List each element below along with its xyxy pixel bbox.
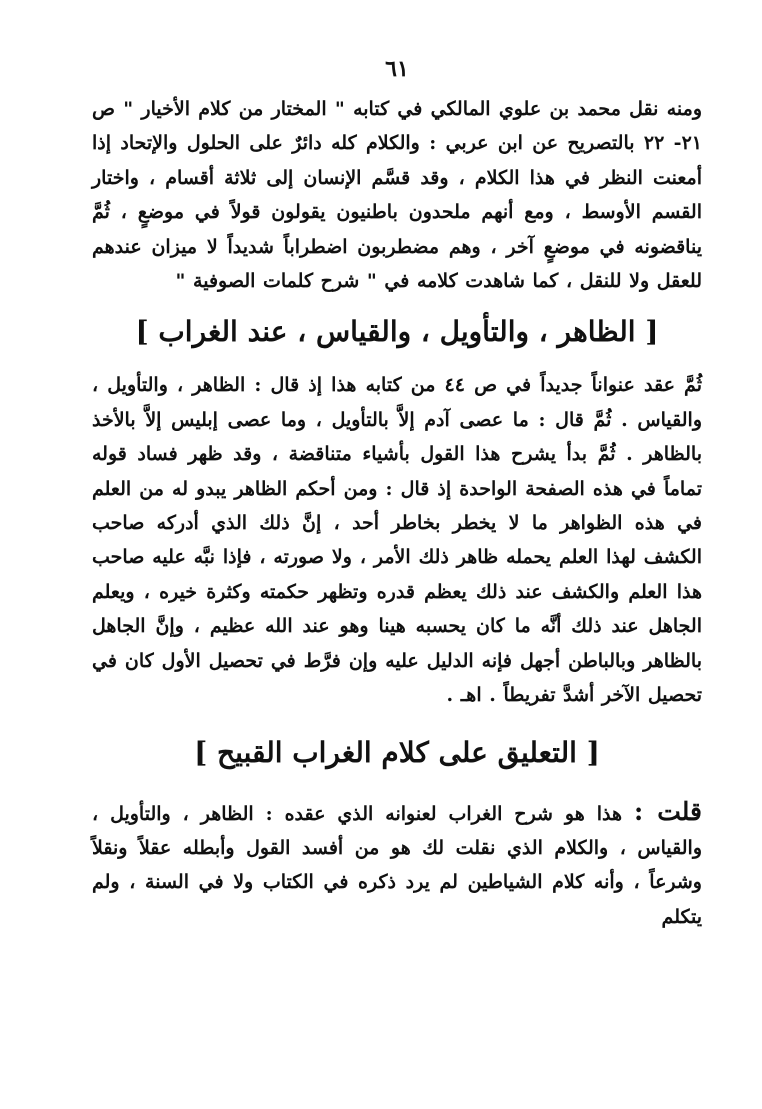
paragraph-1: ومنه نقل محمد بن علوي المالكي في كتابه " المختار من كلام الأخيار " ص ٢١- ٢٢ بالتصريح عن ابن عربي : والكلام كله دائرٌ على الحلول والإتحاد إذا أمعنت النظر في هذا الكلام ، وقد قسَّم الإنسان إلى ثلاثة أقسام ، واختار القسم الأوسط ، ومع أنهم ملحدون باطنيون يقولون قولاً في موضعٍ ، ثُمَّ يناقضونه في موضعٍ آخر ، وهم مضطربون اضطراباً شديداً لا ميزان عندهم للعقل ولا للنقل ، كما شاهدت كلامه في " شرح كلمات الصوفية " — [92, 98, 702, 293]
document-page — [92, 54, 702, 934]
paragraph-3-text: هذا هو شرح الغراب لعنوانه الذي عقده : الظاهر ، والتأويل ، والقياس ، والكلام الذي نقلت لك هو من أفسد القول وأبطله عقلاً ونقلاً وشرعاً ، وأنه كلام الشياطين لم يرد ذكره في الكتاب ولا في السنة ، ولم يتكلم — [92, 802, 702, 928]
page-number: ٦١ — [385, 56, 409, 82]
paragraph-2: ثُمَّ عقد عنواناً جديداً في ص ٤٤ من كتابه هذا إذ قال : الظاهر ، والتأويل ، والقياس . ثُمَّ قال : ما عصى آدم إلاَّ بالتأويل ، وما عصى إبليس إلاَّ بالأخذ بالظاهر . ثُمَّ بدأ يشرح هذا القول بأشياء متناقضة ، وقد ظهر فساد قوله تماماً في هذه الصفحة الواحدة إذ قال : ومن أحكم الظاهر يبدو له من العلم في هذه الظواهر ما لا يخطر بخاطر أحد ، إنَّ ذلك الذي أدركه صاحب الكشف لهذا العلم يحمله ظاهر ذلك الأمر ، ولا صورته ، فإذا نبَّه عليه صاحب هذا العلم والكشف عند ذلك يعظم قدره وتظهر حكمته وكثرة خيره ، ويعلم الجاهل عند ذلك أنَّه ما كان يحسبه هينا وهو عند الله عظيم ، وإنَّ الجاهل بالظاهر وبالباطن أجهل فإنه الدليل عليه وإن فرَّط في تحصيل الأول كان في تحصيل الآخر أشدَّ تفريطاً . اهـ . — [92, 374, 702, 707]
paragraph-3 — [92, 795, 702, 935]
lead-word: قلت : — [633, 796, 702, 826]
section-heading-2: [ التعليق على كلام الغراب القبيح ] — [194, 735, 600, 769]
section-heading-1: [ الظاهر ، والتأويل ، والقياس ، عند الغراب ] — [135, 315, 659, 349]
